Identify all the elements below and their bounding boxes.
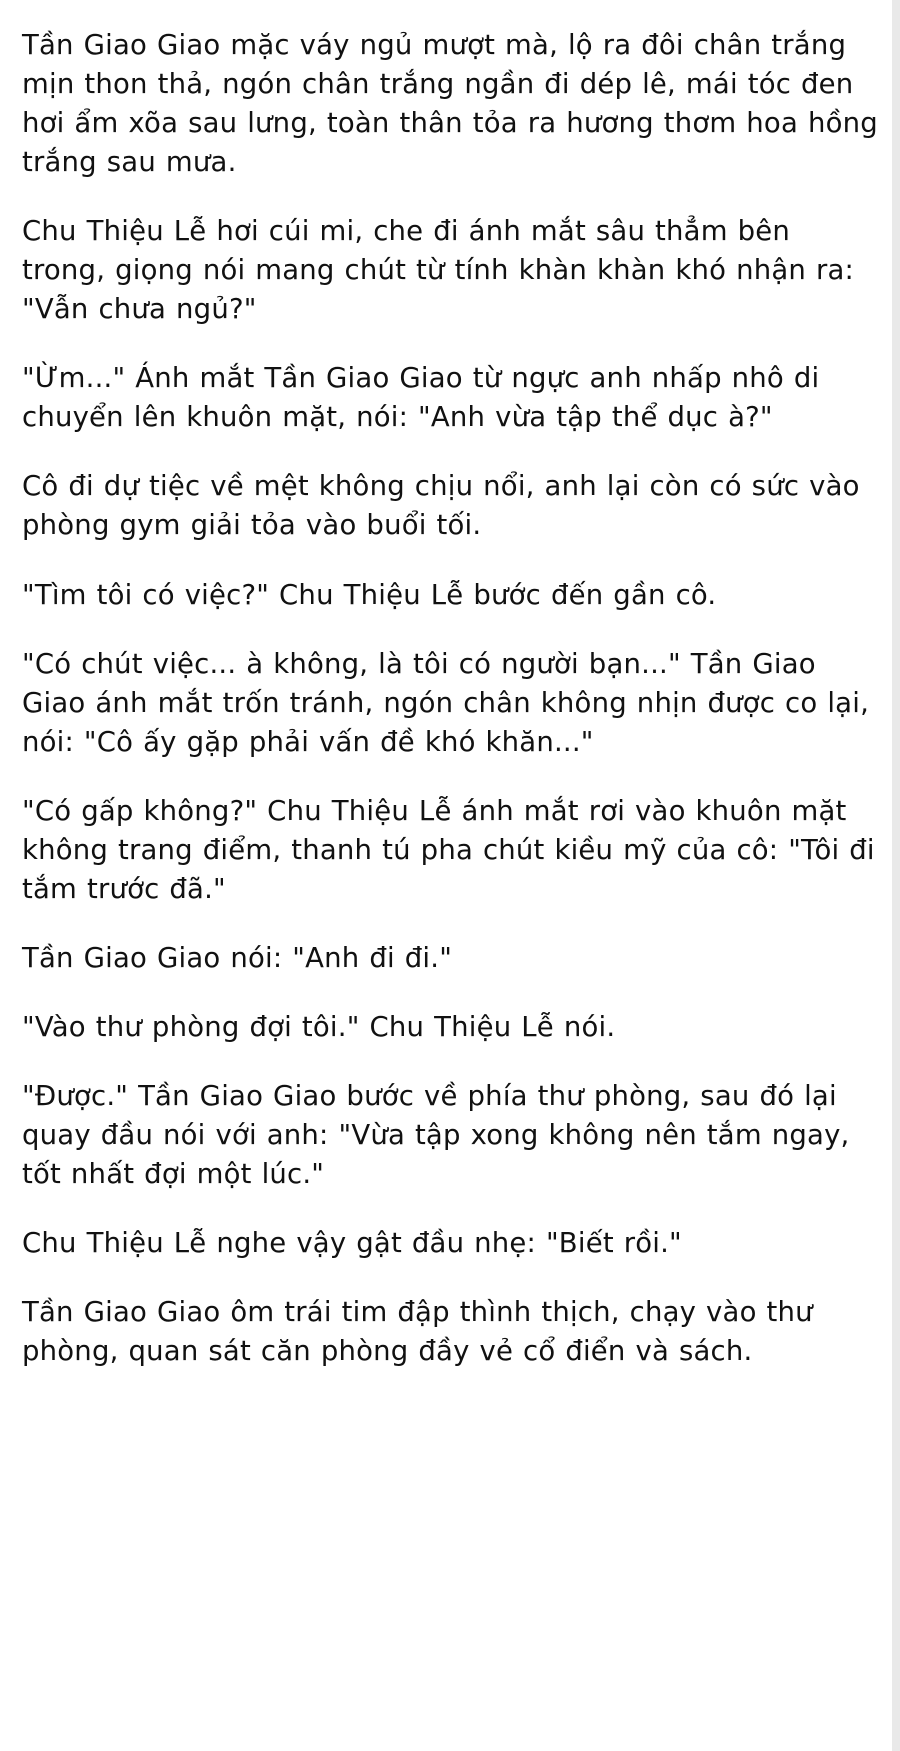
paragraph: Tần Giao Giao nói: "Anh đi đi." — [22, 941, 453, 974]
paragraph: Tần Giao Giao ôm trái tim đập thình thịch, chạy vào thư phòng, quan sát căn phòng đầy vẻ cổ điển và sách. — [22, 1296, 823, 1368]
paragraph: Cô đi dự tiệc về mệt không chịu nổi, anh lại còn có sức vào phòng gym giải tỏa vào buổi tối. — [22, 470, 870, 542]
paragraph: Tần Giao Giao mặc váy ngủ mượt mà, lộ ra đôi chân trắng mịn thon thả, ngón chân trắng ngần đi dép lê, mái tóc đen hơi ẩm xõa sau lưng, toàn thân tỏa ra hương thơm hoa hồng trắng sau mưa. — [22, 29, 888, 179]
paragraph: "Vào thư phòng đợi tôi." Chu Thiệu Lễ nói. — [22, 1010, 616, 1043]
paragraph: Chu Thiệu Lễ hơi cúi mi, che đi ánh mắt sâu thẳm bên trong, giọng nói mang chút từ tính khàn khàn khó nhận ra: "Vẫn chưa ngủ?" — [22, 215, 864, 326]
paragraph: "Được." Tần Giao Giao bước về phía thư phòng, sau đó lại quay đầu nói với anh: "Vừa tập xong không nên tắm ngay, tốt nhất đợi một lúc." — [22, 1079, 860, 1191]
paragraph: "Tìm tôi có việc?" Chu Thiệu Lễ bước đến gần cô. — [22, 578, 717, 611]
paragraph: "Có chút việc... à không, là tôi có người bạn..." Tần Giao Giao ánh mắt trốn tránh, ngón chân không nhịn được co lại, nói: "Cô ấy gặp phải vấn đề khó khăn..." — [22, 647, 879, 758]
story-text-body — [22, 26, 888, 1371]
paragraph: "Ừm..." Ánh mắt Tần Giao Giao từ ngực anh nhấp nhô di chuyển lên khuôn mặt, nói: "Anh vừa tập thể dục à?" — [22, 362, 830, 434]
paragraph: "Có gấp không?" Chu Thiệu Lễ ánh mắt rơi vào khuôn mặt không trang điểm, thanh tú pha chút kiều mỹ của cô: "Tôi đi tắm trước đã." — [22, 794, 885, 905]
paragraph: Chu Thiệu Lễ nghe vậy gật đầu nhẹ: "Biết rồi." — [22, 1227, 682, 1260]
